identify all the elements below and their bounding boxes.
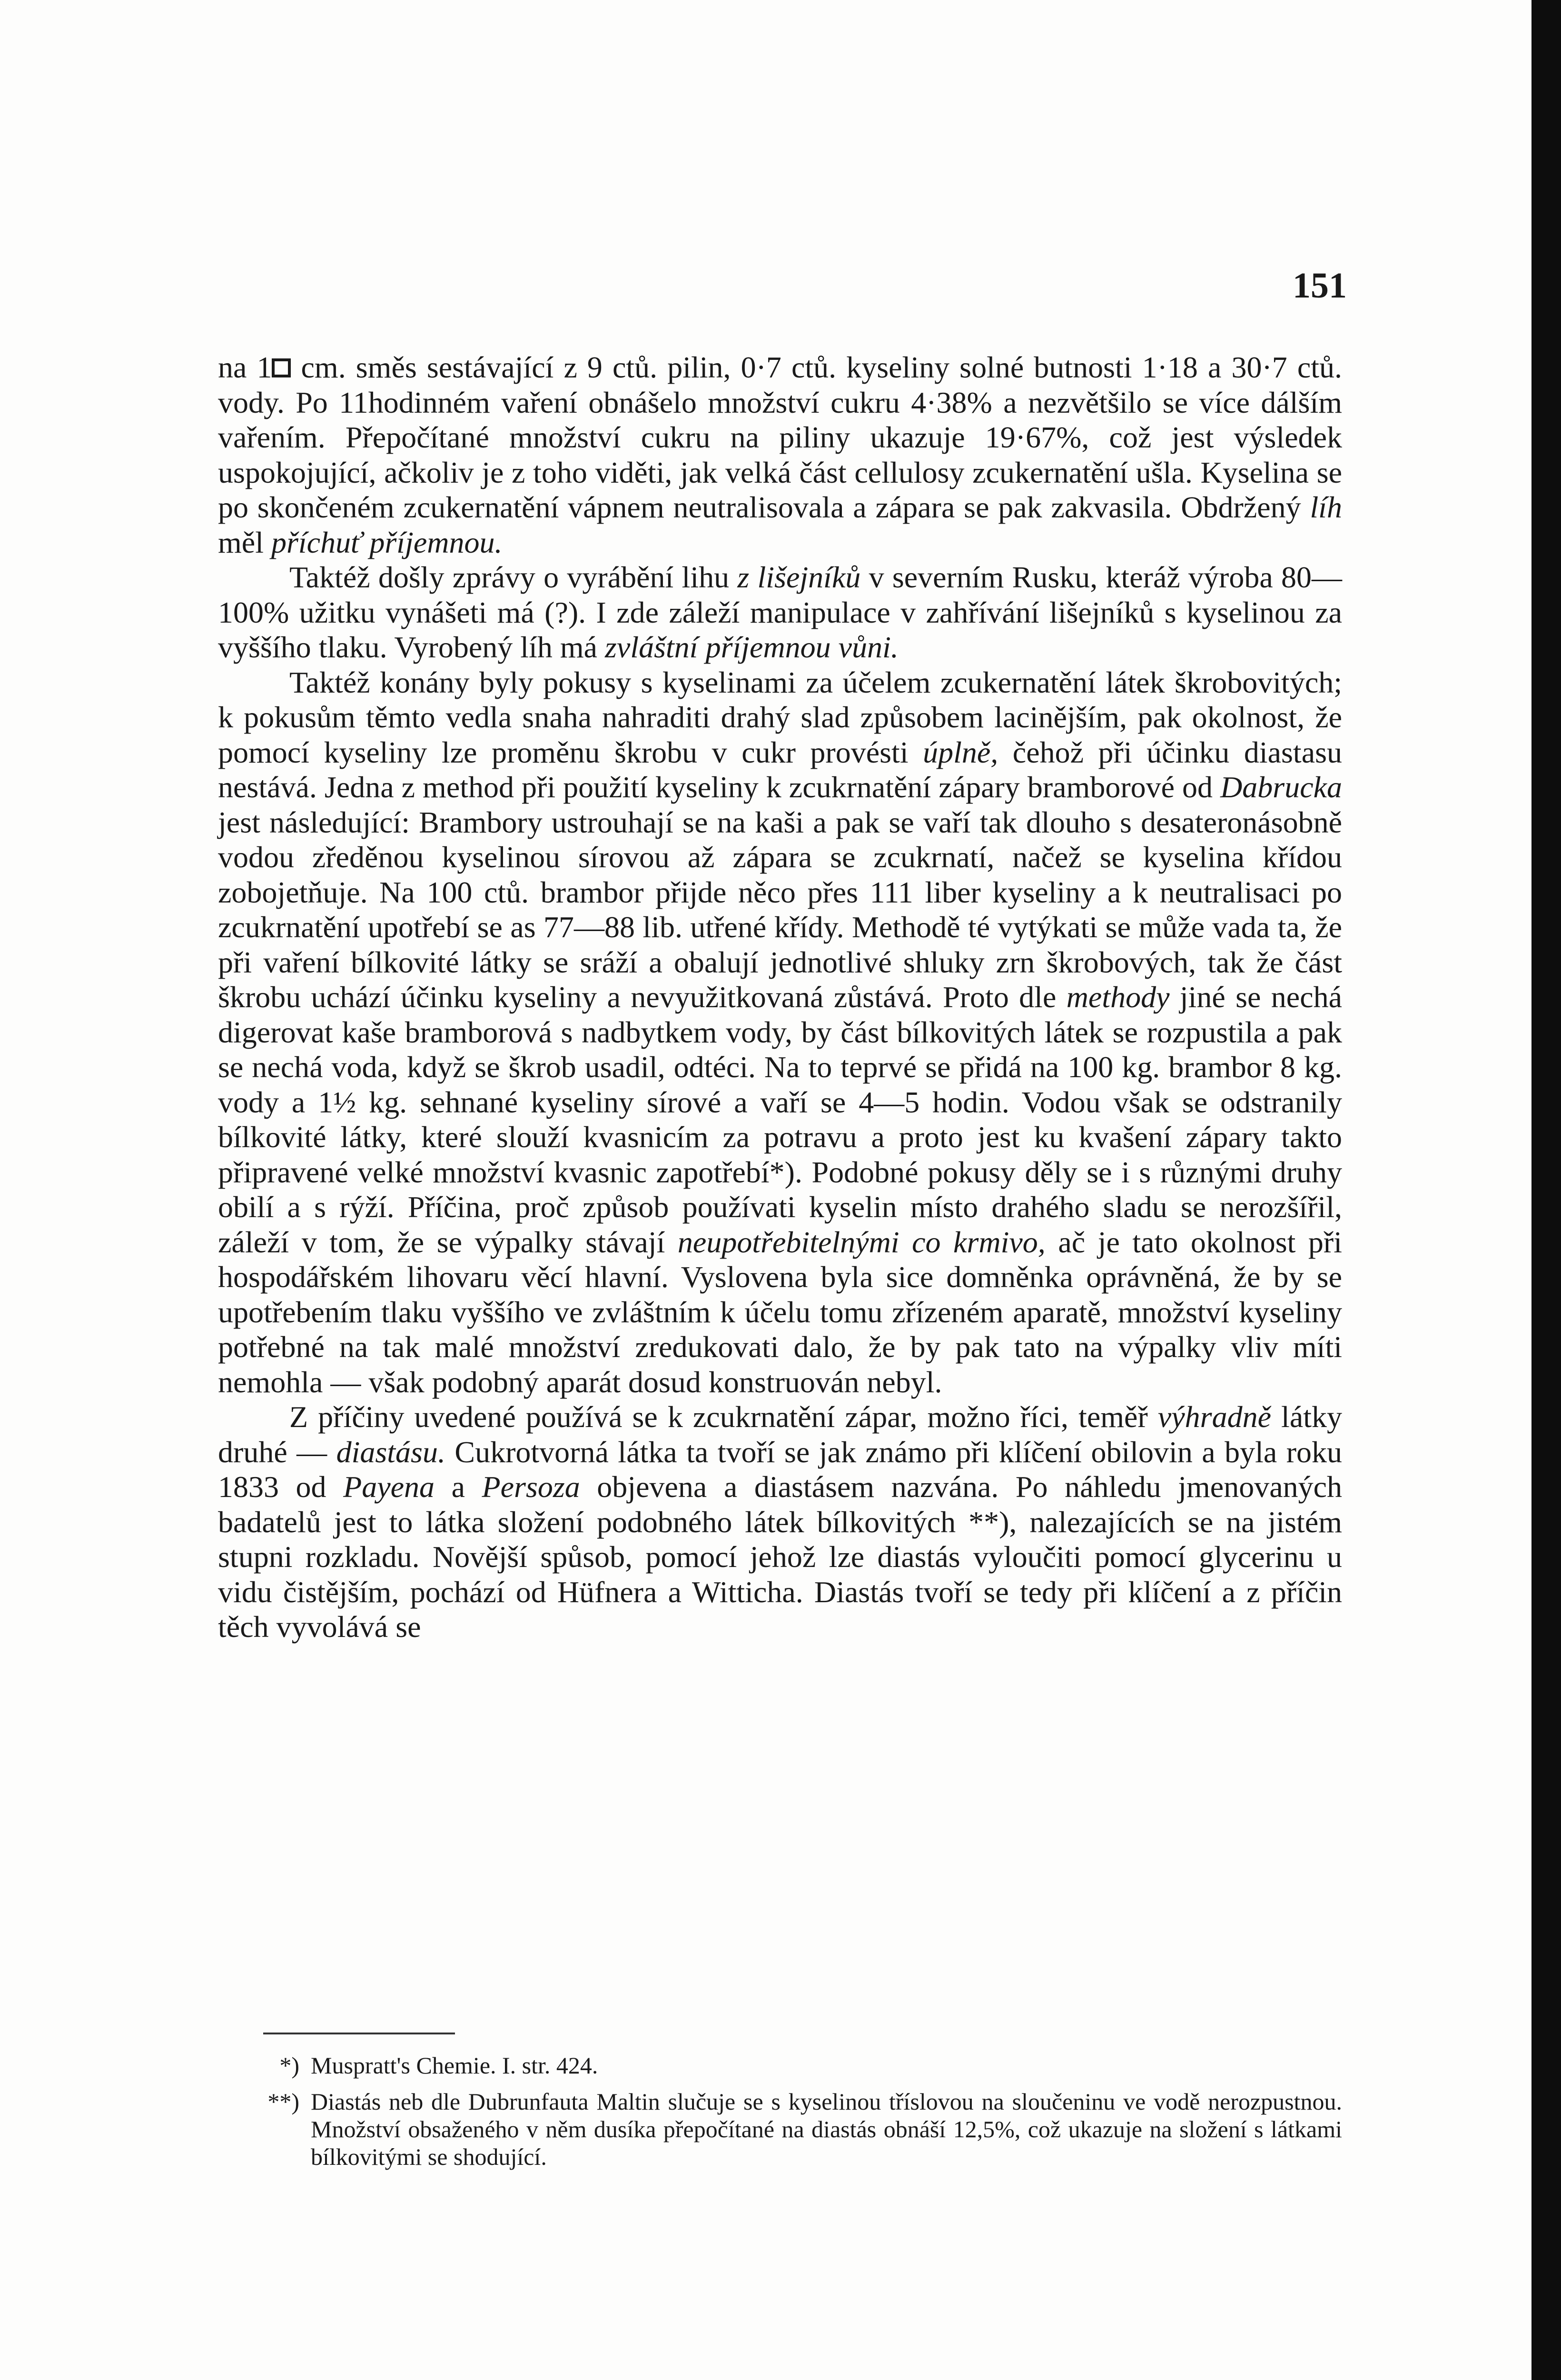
italic-phrase: Payena [343,1470,435,1504]
footnote-mark: **) [267,2088,299,2115]
footnotes [218,2052,1342,2179]
page-number: 151 [1293,266,1347,306]
italic-phrase: diastásu. [336,1435,445,1469]
italic-phrase: zvláštní příjemnou vůni. [605,630,899,664]
footnote [218,2088,1342,2171]
paragraph: Taktéž došly zprávy o vyrábění lihu z lišejníků v severním Rusku, kteráž výroba 80—100% užitku vynášeti má (?). I zde záleží manipulace v zahřívání lišejníků s kyselinou za vyššího tlaku. Vyrobený líh má zvláštní příjemnou vůni. [218,560,1343,664]
footnote-text: Muspratt's Chemie. I. str. 424. [311,2052,598,2079]
footnote-divider [263,2033,455,2034]
italic-phrase: úplně, [923,735,998,769]
italic-phrase: z lišejníků [737,560,861,594]
italic-phrase: Dabrucka [1220,770,1342,804]
scan-edge [1531,0,1561,2380]
square-symbol [272,358,291,377]
italic-phrase: výhradně [1157,1400,1271,1434]
paragraph: na 1 cm. směs sestávající z 9 ctů. pilin, 0·7 ctů. kyseliny solné butnosti 1·18 a 30·7 ctů. vody. Po 11hodinném vaření obnášelo množství cukru 4·38% a nezvětšilo se více dálším vařením. Přepočítané množství cukru na piliny ukazuje 19·67%, což jest výsledek uspokojující, ačkoliv je z toho viděti, jak velká část cellulosy zcukernatění ušla. Kyselina se po skončeném zcukernatění vápnem neutralisovala a zápara se pak zakvasila. Obdržený líh měl příchuť příjemnou. [218,350,1343,559]
footnote-mark: *) [279,2052,299,2079]
paragraph: Taktéž konány byly pokusy s kyselinami za účelem zcukernatění látek škrobovitých; k pokusům těmto vedla snaha nahraditi drahý slad způsobem lacinějším, pak okolnost, že pomocí kyseliny lze proměnu škrobu v cukr provésti úplně, čehož při účinku diastasu nestává. Jedna z method při použití kyseliny k zcukrnatění zápary bramborové od Dabrucka jest následující: Brambory ustrouhají se na kaši a pak se vaří tak dlouho s desateronásobně vodou zředěnou kyselinou sírovou až zápara se zcukrnatí, načež se kyselina křídou zobojetňuje. Na 100 ctů. brambor přijde něco přes 111 liber kyseliny a k neutralisaci po zcukrnatění upotřebí se as 77—88 lib. utřené křídy. Methodě té vytýkati se může vada ta, že při vaření bílkovité látky se sráží a obalují jednotlivé shluky zrn škrobových, tak že část škrobu uchází účinku kyseliny a nevyužitkovaná zůstává. Proto dle methody jiné se nechá digerovat kaše bramborová s nadbytkem vody, by část bílkovitých látek se rozpustila a pak se nechá voda, když se škrob usadil, odtéci. Na to teprvé se přidá na 100 kg. brambor 8 kg. vody a 1½ kg. sehnané kyseliny sírové a vaří se 4—5 hodin. Vodou však se odstranily bílkovité látky, které slouží kvasnicím za potravu a proto jest ku kvašení zápary takto připravené velké množství kvasnic zapotřebí*). Podobné pokusy děly se i s různými druhy obilí a s rýží. Příčina, proč způsob používati kyselin místo drahého sladu se nerozšířil, záleží v tom, že se výpalky stávají neupotřebitelnými co krmivo, ač je tato okolnost při hospodářském lihovaru věcí hlavní. Vyslovena byla sice domněnka oprávněná, že by se upotřebením tlaku vyššího ve zvláštním k účelu tomu zřízeném aparatě, množství kyseliny potřebné na tak malé množství zredukovati dalo, že by pak tato na výpalky vliv míti nemohla — však podobný aparát dosud konstruován nebyl. [218,665,1343,1399]
italic-phrase: neupotřebitelnými co krmivo, [677,1225,1046,1259]
italic-phrase: příchuť příjemnou. [271,525,503,559]
italic-phrase: methody [1066,980,1170,1014]
footnote-text: Diastás neb dle Dubrunfauta Maltin slučuje se s kyselinou tříslovou na sloučeninu ve vodě nerozpustnou. Množství obsaženého v něm dusíka přepočítané na diastás obnáší 12,5%, což ukazuje na složení s látkami bílkovitými se shodující. [311,2088,1342,2170]
paragraph: Z příčiny uvedené používá se k zcukrnatění zápar, možno říci, teměř výhradně látky druhé — diastásu. Cukrotvorná látka ta tvoří se jak známo při klíčení obilovin a byla roku 1833 od Payena a Persoza objevena a diastásem nazvána. Po náhledu jmenovaných badatelů jest to látka složení podobného látek bílkovitých **), nalezajících se na jistém stupni rozkladu. Novější spůsob, pomocí jehož lze diastás vyloučiti pomocí glycerinu u vidu čistějším, pochází od Hüfnera a Witticha. Diastás tvoří se tedy při klíčení a z příčin těch vyvolává se [218,1400,1343,1644]
italic-phrase: líh [1310,490,1342,524]
footnote [218,2052,1342,2079]
body-text [218,350,1342,1645]
italic-phrase: Persoza [482,1470,580,1504]
